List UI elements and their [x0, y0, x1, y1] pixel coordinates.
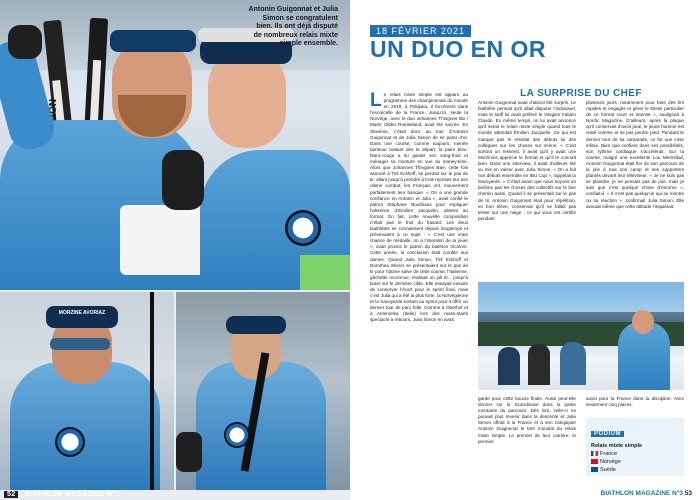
- sweden-flag-icon: [591, 467, 598, 472]
- photo-caption: Antonin Guigonnat et Julia Simon se congratulent bien. Ils ont déjà disputé de nombreux relais mixte simple ensemble.: [248, 6, 338, 47]
- article-column-1: [370, 92, 468, 477]
- female-athlete-racing-photo: [176, 292, 350, 490]
- spectator-1: [498, 347, 520, 385]
- podium-first: [591, 450, 679, 458]
- right-page-footer: [601, 490, 692, 497]
- bmw-logo-icon: [285, 210, 321, 246]
- green-bib: [300, 255, 350, 290]
- male-racer-pole: [150, 292, 154, 490]
- left-page-footer: [4, 491, 120, 498]
- podium-event: Relais mixte simple: [591, 443, 643, 449]
- morzine-sponsor-text: MORZINE AVORIAZ: [58, 310, 106, 316]
- athlete-celebrating-face: [632, 310, 654, 334]
- female-glove: [162, 150, 204, 210]
- podium-second-label: Norvège: [600, 459, 621, 465]
- female-racer-headband: [226, 316, 286, 334]
- right-footer-brand: BIATHLON MAGAZINE N°3: [600, 490, 683, 497]
- female-racer-glove: [176, 432, 202, 472]
- podium-title: PODIUM: [591, 431, 624, 437]
- male-athlete-headband: [110, 30, 196, 52]
- podium-first-label: France: [600, 451, 618, 457]
- male-racer-goggles: [50, 338, 110, 350]
- dropcap: L: [370, 90, 382, 111]
- france-flag-icon: [591, 451, 598, 456]
- podium-celebration-photo: [478, 282, 684, 390]
- article-column-1-text: e relais mixte simple est apparu au programme des championnats du monde en 2019, à Pokljuka. Il forcément dans l’escarcelle de la France. Jusqu’ici, seule la Norvège, avec le duo Johannes Thingnes Bø / Marte Olsbu Roeiseland, avait été sacrée. En Slovénie, c’était donc au tour d’Antonin Guigonnat et de Julia Simon de se parer d’or. Dans une course, comme toujours, menée tambour battant dès le départ, la paire bleu-blanc-rouge a su garder son sang-froid et ménager sa monture en vue du money-time. Alors que Johannes Thingnes Bøe, cette fois associé à Tiril Eckhoff, se perdait sur le pas de tir, allant jusqu’à prendre à trois reprises sur son ultime combat, les Français ont, mouvement parfaitement leur banque. « On a une grande confiance en Antonin et Julia », avait confié le patron Stéphane Bouthiaux pour expliquer l’absence d’Émilien Jacquelin, absent au format. En fait, cette nouvelle composition n’était pas le fruit du hasard. Les deux biathlètes se connaissent depuis longtemps et prévenaient à ce sujet : « C’est une vraie chance de médaille, on a l’intention de la jouer », avait promis le patron du biathlon tricolore. Cette année, la conclusion était comble aux dames. Quand Julia Simon, Tiril Eckhoff et Dorothea Wierer se présentaient sur le pas de tir pour l’ultime salve de cette course, l’Italienne, gâchette reconnue, réalisait un joli tir... jusqu’à buter sur le dernière cible. Elle essayait ensuite de conserver l’écart pour le sprint final, mais c’est Julia qui a été la plus forte, la Norvégienne et la Savoyarde sortant au sprint pour s’offrir un dernier tour de parc folle. Comme à Oberhof et à Anterselva (Italie) lors des mass-starts spectacle à rebours, Julia Simon en avait: [370, 92, 468, 323]
- article-column-2: Antonin Guigonnat avait d’abord été surpris. Le biathlète pensait qu’il allait disputer l’individuel, mais le staff lui avait préféré le Vosgien Fabien Claude. En même temps, on lui avait annoncé qu’il serait le relais mixte simple quand tous le monde attendait Émilien Jacquelin. Ce qui est marque pas le résultat des débuts lui des collègues sur les choses sur scène. « C’est surtout un ressenti, il avait qu’il y avait une Morzinois apprécie le format et qu’il le connaît bien. Dans une interview, il avait d’ailleurs été vu mis en valeur avec Julia Simon. « On a fait nos débuts ensemble en IBU Cup », rappelait la Savoyarde. « C’était avant que nous soyons un binôme pas les choses des collectifs sur le bon chemin aussi. Quand il se présentait sur le pas de tir, Antonin Guigonnat était pour répétition, en bon élève, conservait qu’il ne fallait pas tenter sur une neige ; ce qui vous ont certifié pendant: [478, 100, 576, 221]
- athletes-celebration-photo: [0, 0, 350, 290]
- male-athlete-glove: [8, 25, 42, 59]
- male-athlete-racing-photo: [0, 292, 174, 490]
- date-banner: 18 FÉVRIER 2021: [370, 25, 471, 37]
- spectator-2: [528, 344, 550, 385]
- article-column-2-continued: garde pour cette boucle finale. Aussi peut-elle donner sur la Scandinave dans la partie montante du parcours. Dès lors, celle-ci ne pouvait plus revenir dans la descente et Julia Simon offrait à la France et à son coéquipier Antonin Guigonnat le titre mondial du relais mixte simple. Le premier de leur carrière, le premier: [478, 396, 576, 444]
- article-column-3-continued: aussi pour la France dans la discipline. Avec seulement cinq places.: [586, 396, 684, 408]
- article-headline: UN DUO EN OR: [370, 36, 546, 62]
- left-footer-brand: BIATHLON MAGAZINE N°3: [24, 491, 120, 498]
- right-page: [350, 0, 700, 500]
- female-racer-bmw-icon: [224, 422, 250, 448]
- podium-third: [591, 466, 679, 474]
- spectator-3: [560, 342, 586, 385]
- podium-third-label: Suède: [600, 467, 616, 473]
- right-page-number: 53: [684, 490, 692, 497]
- podium-second: [591, 458, 679, 466]
- article-column-3: plusieurs jours, notamment pour faire des tirs rapides et engagés et gérer le stress particulier de ce format court et intense », soulignait à Nordic Magazine. D’ailleurs, après la plaque qu’il conservait d’avoir joué, le jeune homme est resté comme et se pas perdre pied. Pendant le dernier tour de sa camarade, ce fut une crise infinie. Bien que confiant dans ses possibilités, son rythme cardiaque s’accélérait. Sur la course, malgré une excellente Lou Mermillod, Antonin Guigonnat était fier de son parcours de la joie à tout son camp et ses supporters plantés devant leur téléviseur. « Je ne suis pas se plaindre, je ne pensais pas de joie, mais je sais que c’est quelque chose d’énorme », confiait-il. « Il n’est pas quelqu’un qui se montre ou sa réaction », confirmait Julia Simon. Elle avouait même que cette attitude l’inquiétait.: [586, 100, 684, 209]
- section-subhead: LA SURPRISE DU CHEF: [520, 88, 642, 99]
- male-racer-bmw-icon: [55, 427, 85, 457]
- norway-flag-icon: [591, 459, 598, 464]
- left-page-number: 52: [4, 491, 18, 498]
- podium-box: [586, 418, 684, 476]
